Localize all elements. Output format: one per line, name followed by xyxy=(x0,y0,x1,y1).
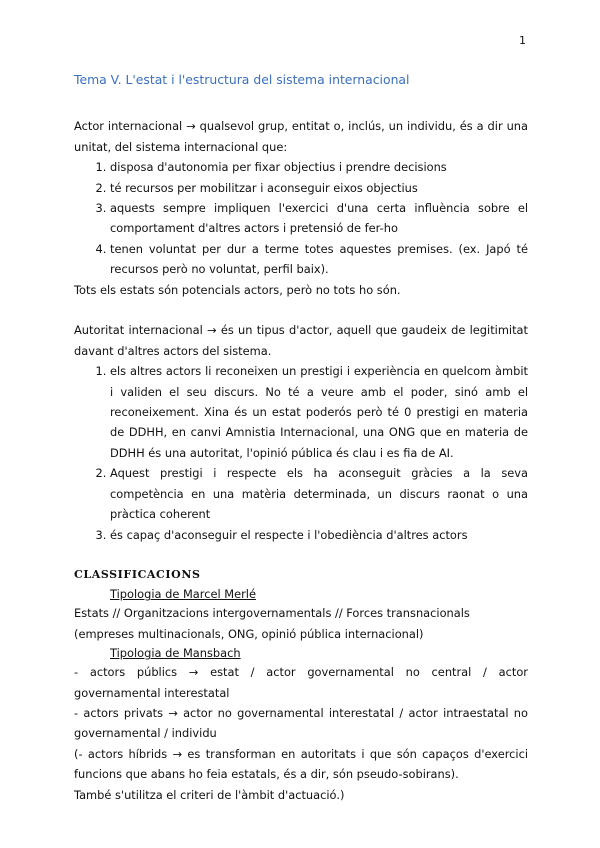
list-item: 1. disposa d'autonomia per fixar objectius i prendre decisions xyxy=(110,157,528,177)
list-item: 2. Aquest prestigi i respecte els ha aconseguit gràcies a la seva competència en una matèria determinada, un discurs raonat o una pràctica coherent xyxy=(110,463,528,524)
actor-intro: Actor internacional → qualsevol grup, entitat o, inclús, un individu, és a dir una unitat, del sistema internacional que: xyxy=(74,119,528,154)
list-item: 1. els altres actors li reconeixen un prestigi i experiència en quelcom àmbit i validen el seu discurs. No té a veure amb el poder, sinó amb el reconeixement. Xina és un estat poderós però té 0 prestigi en materia de DDHH, en canvi Amnistia Internacional, una ONG que en materia de DDHH és una autoritat, l'opinió pública és clau i es fia de AI. xyxy=(110,361,528,463)
actor-closing: Tots els estats són potencials actors, però no tots ho són. xyxy=(74,282,401,297)
actor-list xyxy=(74,157,528,279)
list-item: 2. té recursos per mobilitzar i aconseguir eixos objectius xyxy=(110,178,528,198)
mansbach-line: (- actors híbrids → es transforman en autoritats i que són capaços d'exercici funcions que abans ho feia estatals, és a dir, són pseudo-sobirans). xyxy=(74,746,528,782)
list-item: 4. tenen voluntat per dur a terme totes aquestes premises. (ex. Japó té recursos però no voluntat, perfil baix). xyxy=(110,239,528,280)
document-body xyxy=(74,70,528,805)
merle-text: Estats // Organitzacions intergovernamentals // Forces transnacionals (empreses multinacionals, ONG, opinió pública internacional) xyxy=(74,606,470,641)
autoritat-intro: Autoritat internacional → és un tipus d'actor, aquell que gaudeix de legitimitat davant d'altres actors del sistema. xyxy=(74,323,528,358)
merle-subheading: Tipologia de Marcel Merlé xyxy=(110,587,256,602)
spacer xyxy=(74,300,528,320)
page-title: Tema V. L'estat i l'estructura del sistema internacional xyxy=(74,72,410,87)
mansbach-subheading: Tipologia de Mansbach xyxy=(110,646,241,661)
mansbach-line: - actors públics → estat / actor governamental no central / actor governamental interestatal xyxy=(74,665,528,700)
list-item: 3. és capaç d'aconseguir el respecte i l'obediència d'altres actors xyxy=(110,525,528,545)
autoritat-list xyxy=(74,361,528,545)
list-item: 3. aquests sempre impliquen l'exercici d'una certa influència sobre el comportament d'altres actors i pretensió de fer-ho xyxy=(110,198,528,239)
mansbach-line: També s'utilitza el criteri de l'àmbit d'actuació.) xyxy=(74,787,345,802)
page-number: 1 xyxy=(519,34,526,47)
section-heading: CLASSIFICACIONS xyxy=(74,567,201,581)
mansbach-line: - actors privats → actor no governamental interestatal / actor intraestatal no governamental / individu xyxy=(74,705,528,741)
